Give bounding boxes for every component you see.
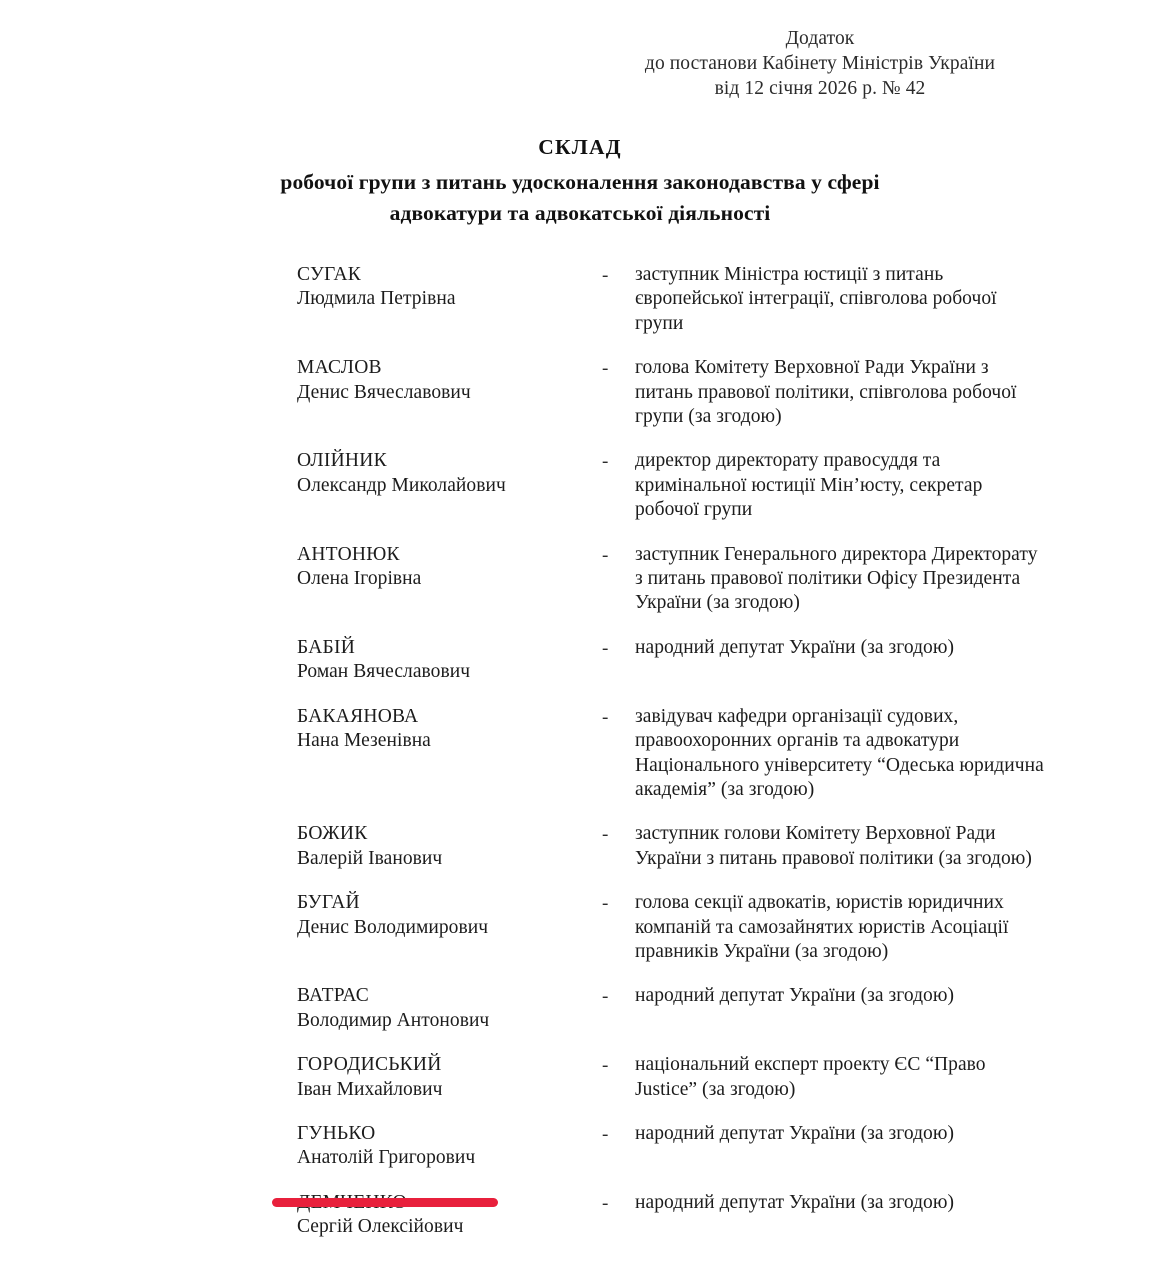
member-role-line: питань правової політики, співголова робочої bbox=[635, 381, 1017, 403]
member-surname: АНТОНЮК bbox=[297, 543, 400, 565]
member-role-line: Національного університету “Одеська юридична bbox=[635, 754, 1044, 776]
member-surname: БОЖИК bbox=[297, 823, 368, 845]
member-given-name: Олена Ігорівна bbox=[297, 568, 422, 590]
member-row bbox=[0, 543, 1155, 616]
page-title bbox=[275, 132, 885, 229]
member-row bbox=[0, 636, 1155, 685]
header-line-3: від 12 січня 2026 р. № 42 bbox=[714, 78, 926, 99]
member-surname: МАСЛОВ bbox=[297, 357, 382, 379]
member-row bbox=[0, 705, 1155, 803]
header-line-2: до постанови Кабінету Міністрів України bbox=[644, 53, 996, 74]
member-role-line: європейської інтеграції, співголова робочої bbox=[635, 288, 997, 310]
member-separator-dash: - bbox=[602, 544, 609, 566]
member-role-line: групи (за згодою) bbox=[635, 406, 782, 428]
header-line-1: Додаток bbox=[785, 28, 855, 49]
member-separator-dash: - bbox=[602, 893, 609, 915]
member-role-line: з питань правової політики Офісу Президента bbox=[635, 568, 1021, 590]
member-role-line: академія” (за згодою) bbox=[635, 778, 815, 800]
member-role-cell bbox=[635, 891, 1035, 964]
member-surname: БАКАЯНОВА bbox=[297, 705, 419, 727]
member-role-cell bbox=[635, 1122, 1035, 1146]
member-separator-dash: - bbox=[602, 824, 609, 846]
member-list bbox=[0, 263, 1155, 1260]
member-given-name: Валерій Іванович bbox=[297, 847, 443, 869]
member-given-name: Володимир Антонович bbox=[297, 1009, 490, 1031]
member-given-name: Нана Мезенівна bbox=[297, 730, 431, 752]
member-role-cell bbox=[635, 263, 1035, 336]
member-role-cell bbox=[635, 1053, 1035, 1102]
member-role-line: кримінальної юстиції Мін’юсту, секретар bbox=[635, 474, 983, 496]
member-role-line: національний експерт проекту ЄС “Право bbox=[635, 1054, 986, 1076]
title-main: СКЛАД bbox=[538, 135, 622, 159]
member-given-name: Денис Володимирович bbox=[297, 916, 489, 938]
member-surname: ОЛІЙНИК bbox=[297, 450, 387, 472]
member-role-cell bbox=[635, 543, 1038, 616]
title-subtitle-line-1: робочої групи з питань удосконалення законодавства у сфері bbox=[280, 170, 880, 194]
member-role-line: компаній та самозайнятих юристів Асоціації bbox=[635, 916, 1009, 938]
member-given-name: Анатолій Григорович bbox=[297, 1147, 476, 1169]
member-role-cell bbox=[635, 636, 1035, 660]
member-row bbox=[0, 891, 1155, 964]
member-surname: БУГАЙ bbox=[297, 892, 360, 914]
member-separator-dash: - bbox=[602, 986, 609, 1008]
member-name-cell bbox=[297, 543, 602, 592]
member-given-name: Сергій Олексійович bbox=[297, 1216, 464, 1238]
member-separator-dash: - bbox=[602, 706, 609, 728]
member-name-cell bbox=[297, 1053, 602, 1102]
member-role-line: групи bbox=[635, 312, 684, 334]
member-name-cell bbox=[297, 705, 602, 754]
member-row bbox=[0, 1122, 1155, 1171]
member-row bbox=[0, 356, 1155, 429]
member-name-cell bbox=[297, 984, 602, 1033]
member-name-cell bbox=[297, 1122, 602, 1171]
member-row bbox=[0, 449, 1155, 522]
member-surname: ГОРОДИСЬКИЙ bbox=[297, 1054, 442, 1076]
member-role-line: заступник Генерального директора Директорату bbox=[635, 543, 1038, 565]
member-separator-dash: - bbox=[602, 451, 609, 473]
member-name-cell bbox=[297, 356, 602, 405]
member-role-line: завідувач кафедри організації судових, bbox=[635, 705, 959, 727]
member-role-cell bbox=[635, 705, 1044, 803]
document-header bbox=[620, 26, 1020, 101]
member-surname: ВАТРАС bbox=[297, 985, 370, 1007]
member-role-line: заступник Міністра юстиції з питань bbox=[635, 264, 944, 285]
member-role-line: народний депутат України (за згодою) bbox=[635, 636, 954, 658]
member-surname: БАБІЙ bbox=[297, 636, 356, 658]
member-role-line: народний депутат України (за згодою) bbox=[635, 1122, 954, 1144]
member-role-line: директор директорату правосуддя та bbox=[635, 450, 941, 472]
red-underline-annotation bbox=[272, 1198, 498, 1207]
member-name-cell bbox=[297, 822, 602, 871]
member-name-cell bbox=[297, 263, 602, 312]
member-role-line: робочої групи bbox=[635, 499, 753, 521]
member-surname: ГУНЬКО bbox=[297, 1122, 376, 1144]
member-row bbox=[0, 1191, 1155, 1240]
member-separator-dash: - bbox=[602, 265, 609, 286]
member-given-name: Іван Михайлович bbox=[297, 1078, 443, 1100]
member-role-line: голова Комітету Верховної Ради України з bbox=[635, 357, 989, 379]
member-row bbox=[0, 822, 1155, 871]
title-subtitle-line-2: адвокатури та адвокатської діяльності bbox=[389, 201, 771, 225]
member-role-line: України (за згодою) bbox=[635, 592, 800, 614]
member-row bbox=[0, 1053, 1155, 1102]
member-role-cell bbox=[635, 1191, 1035, 1215]
member-separator-dash: - bbox=[602, 1123, 609, 1145]
member-role-line: правників України (за згодою) bbox=[635, 940, 889, 962]
member-name-cell bbox=[297, 891, 602, 940]
member-role-line: заступник голови Комітету Верховної Ради bbox=[635, 823, 996, 845]
member-separator-dash: - bbox=[602, 637, 609, 659]
member-row bbox=[0, 984, 1155, 1033]
member-separator-dash: - bbox=[602, 358, 609, 380]
member-name-cell bbox=[297, 449, 602, 498]
member-given-name: Людмила Петрівна bbox=[297, 288, 456, 310]
member-role-cell bbox=[635, 449, 1035, 522]
member-role-line: правоохоронних органів та адвокатури bbox=[635, 730, 960, 752]
member-name-cell bbox=[297, 636, 602, 685]
member-separator-dash: - bbox=[602, 1055, 609, 1077]
member-role-line: народний депутат України (за згодою) bbox=[635, 1191, 954, 1213]
member-role-line: Justice” (за згодою) bbox=[635, 1078, 796, 1100]
member-role-cell bbox=[635, 822, 1035, 871]
member-role-cell bbox=[635, 984, 1035, 1008]
member-given-name: Роман Вячеславович bbox=[297, 661, 471, 683]
member-row bbox=[0, 263, 1155, 336]
member-given-name: Олександр Миколайович bbox=[297, 474, 506, 496]
member-role-cell bbox=[635, 356, 1035, 429]
member-role-line: голова секції адвокатів, юристів юридичних bbox=[635, 892, 1004, 914]
member-role-line: України з питань правової політики (за згодою) bbox=[635, 847, 1032, 869]
member-role-line: народний депутат України (за згодою) bbox=[635, 985, 954, 1007]
member-given-name: Денис Вячеславович bbox=[297, 381, 471, 403]
member-surname: СУГАК bbox=[297, 264, 362, 285]
member-separator-dash: - bbox=[602, 1192, 609, 1214]
